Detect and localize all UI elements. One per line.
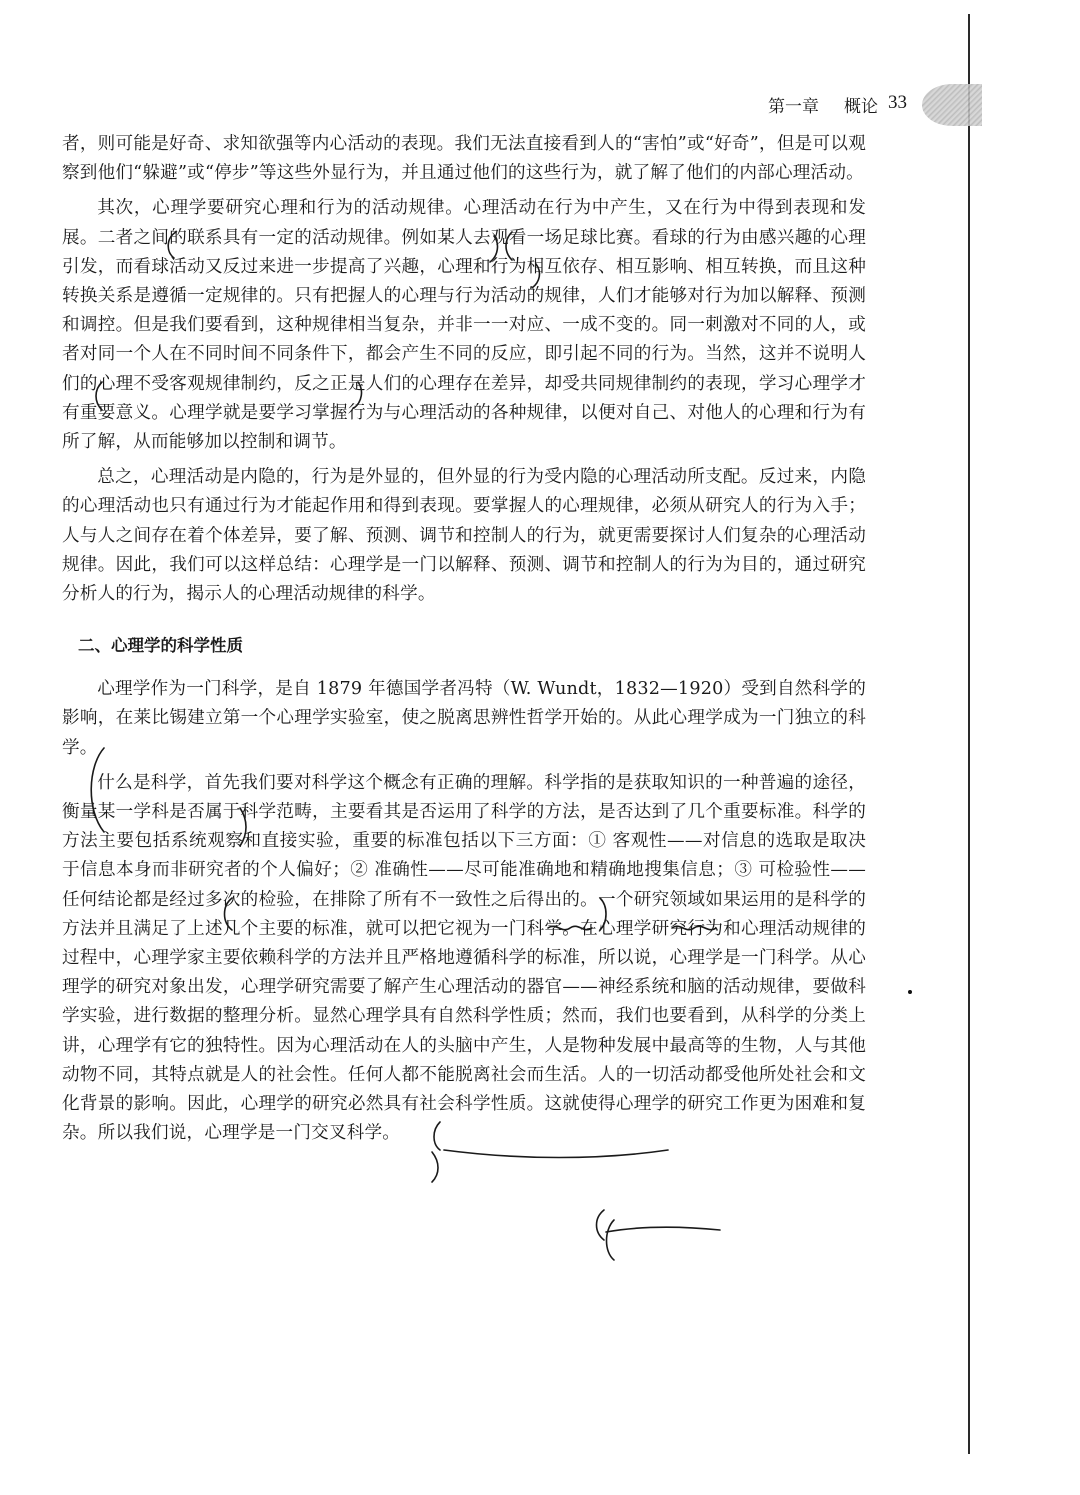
underline-mark: [606, 1227, 720, 1232]
paragraph-wundt-history: 心理学作为一门科学，是自 1879 年德国学者冯特（W. Wundt，1832—1920）受到自然科学的影响，在莱比锡建立第一个心理学实验室，使之脱离思辨性哲学开始的。从此心理学成为一门独立的科学。: [62, 679, 866, 758]
ink-dot-mark: [908, 990, 912, 994]
bracket-close-mark: [432, 1152, 438, 1182]
paragraph-summary: 总之，心理活动是内隐的，行为是外显的，但外显的行为受内隐的心理活动所支配。反过来，内隐的心理活动也只有通过行为才能起作用和得到表现。要掌握人的心理规律，必须从研究人的行为入手；人与人之间存在着个体差异，要了解、预测、调节和控制人的行为，就更需要探讨人们复杂的心理活动规律。因此，我们可以这样总结：心理学是一门以解释、预测、调节和控制人的行为为目的，通过研究分析人的行为，揭示人的心理活动规律的科学。: [62, 467, 866, 605]
page-number: 33: [888, 92, 907, 113]
paragraph-continuation: 者，则可能是好奇、求知欲强等内心活动的表现。我们无法直接看到人的“害怕”或“好奇”，但是可以观察到他们“躲避”或“停步”等这些外显行为，并且通过他们的这些行为，就了解了他们的内部心理活动。: [62, 134, 866, 184]
header-chapter: 第一章: [768, 97, 819, 117]
paragraph-what-is-science: 什么是科学，首先我们要对科学这个概念有正确的理解。科学指的是获取知识的一种普遍的途径，衡量某一学科是否属于科学范畴，主要看其是否运用了科学的方法，是否达到了几个重要标准。科学的方法主要包括系统观察和直接实验，重要的标准包括以下三方面：① 客观性——对信息的选取是取决于信息本身而非研究者的个人偏好；② 准确性——尽可能准确地和精确地搜集信息；③ 可检验性——任何结论都是经过多次的检验，在排除了所有不一致性之后得出的。一个研究领域如果运用的是科学的方法并且满足了上述几个主要的标准，就可以把它视为一门科学。在心理学研究行为和心理活动规律的过程中，心理学家主要依赖科学的方法并且严格地遵循科学的标准，所以说，心理学是一门科学。从心理学的研究对象出发，心理学研究需要了解产生心理活动的器官——神经系统和脑的活动规律，要做科学实验，进行数据的整理分析。显然心理学具有自然科学性质；然而，我们也要看到，从科学的分类上讲，心理学有它的独特性。因为心理活动在人的头脑中产生，人是物种发展中最高等的生物，人与其他动物不同，其特点就是人的社会性。任何人都不能脱离社会而生活。人的一切活动都受他所处社会和文化背景的影响。因此，心理学的研究必然具有社会科学性质。这就使得心理学的研究工作更为困难和复杂。所以我们说，心理学是一门交叉科学。: [62, 772, 866, 1144]
page-corner-shading: [922, 84, 982, 126]
section-heading: 二、心理学的科学性质: [78, 636, 243, 656]
running-header: [760, 92, 920, 118]
bracket-open-mark: [607, 1220, 615, 1260]
underline-mark: [444, 1150, 668, 1158]
header-section-title: 概论: [844, 97, 878, 117]
bracket-open-mark: [597, 1210, 605, 1240]
paragraph-activity-laws: 其次，心理学要研究心理和行为的活动规律。心理活动在行为中产生，又在行为中得到表现和发展。二者之间的联系具有一定的活动规律。例如某人去观看一场足球比赛。看球的行为由感兴趣的心理引发，而看球活动又反过来进一步提高了兴趣，心理和行为相互依存、相互影响、相互转换，而且这种转换关系是遵循一定规律的。只有把握人的心理与行为活动的规律，人们才能够对行为加以解释、预测和调控。但是我们要看到，这种规律相当复杂，并非一一对应、一成不变的。同一刺激对不同的人，或者对同一个人在不同时间不同条件下，都会产生不同的反应，即引起不同的行为。当然，这并不说明人们的心理不受客观规律制约，反之正是人们的心理存在差异，却受共同规律制约的表现，学习心理学才有重要意义。心理学就是要学习掌握行为与心理活动的各种规律，以便对自己、对他人的心理和行为有所了解，从而能够加以控制和调节。: [62, 198, 866, 453]
page-binding-edge: [968, 14, 970, 1454]
body-text: [62, 130, 866, 1149]
